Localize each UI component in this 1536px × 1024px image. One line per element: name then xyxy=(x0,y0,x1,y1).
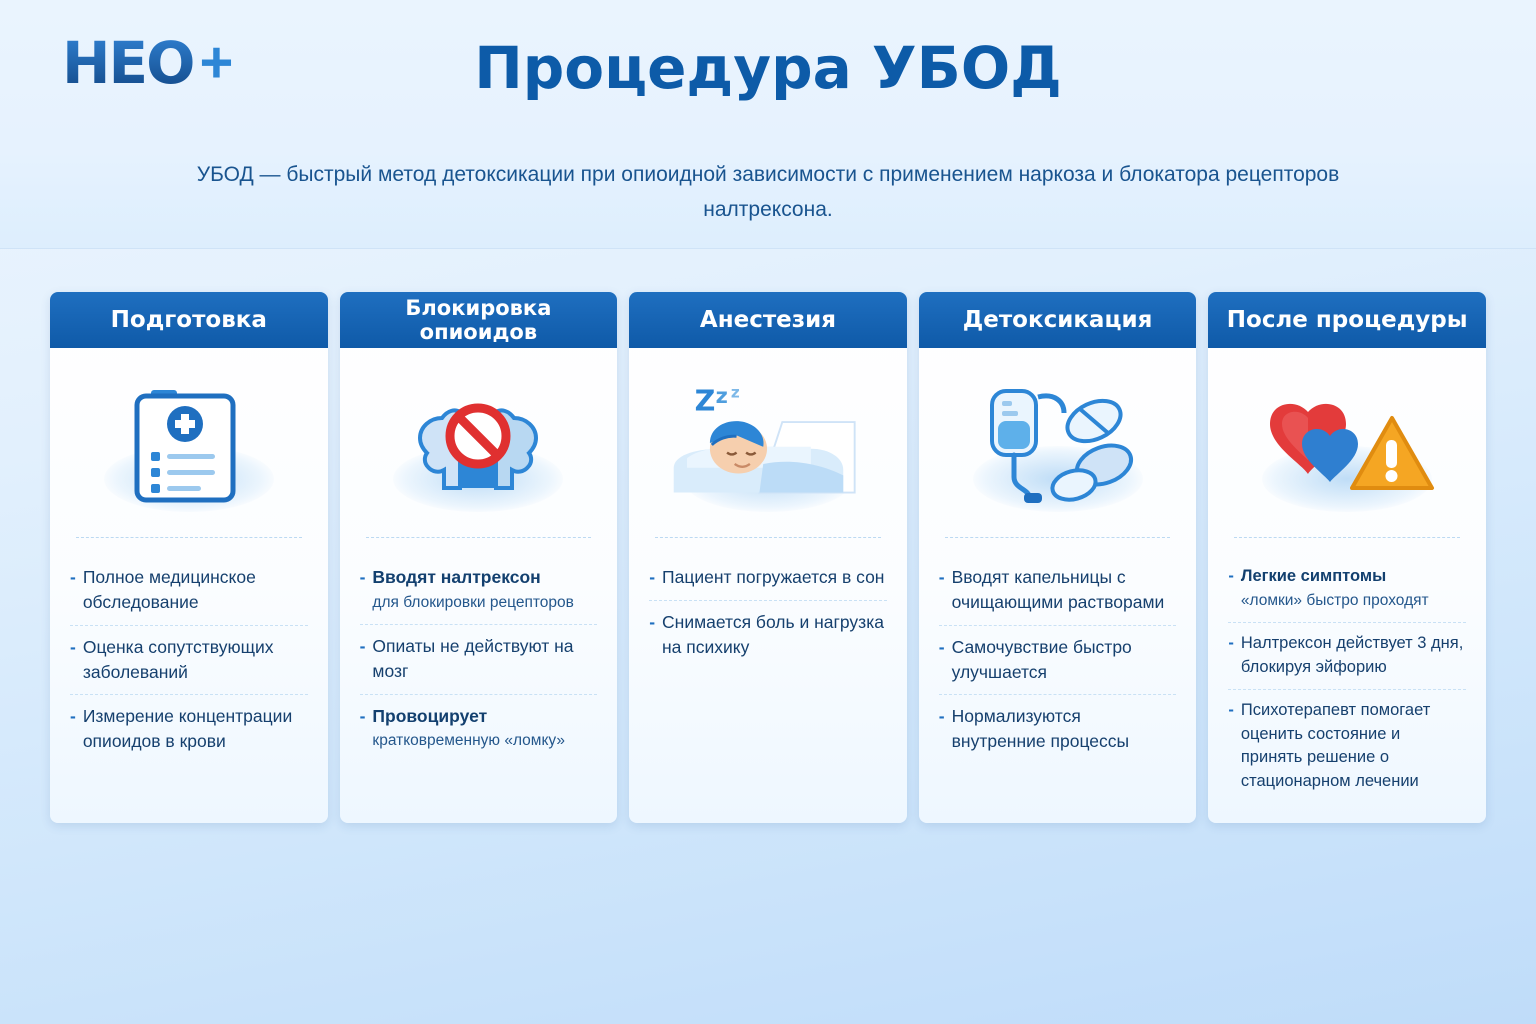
card-icon-area xyxy=(50,348,328,538)
svg-text:z: z xyxy=(730,383,740,402)
list-item xyxy=(70,695,308,764)
bullet-dash-icon: - xyxy=(649,567,656,587)
card-bullets xyxy=(919,538,1197,823)
card-bullets xyxy=(50,538,328,823)
list-item xyxy=(939,626,1177,696)
bullet-text: Пациент погружается в сон xyxy=(662,567,885,587)
list-item xyxy=(1228,623,1466,690)
card-detox xyxy=(919,292,1197,823)
card-title: Блокировка опиоидов xyxy=(340,292,618,348)
bullet-text xyxy=(372,704,565,753)
list-item xyxy=(360,695,598,763)
bullet-dash-icon: - xyxy=(359,705,366,726)
list-item xyxy=(649,556,887,601)
bullet-text xyxy=(372,565,573,614)
bullet-text: Самочувствие быстро улучшается xyxy=(951,636,1132,682)
list-item xyxy=(1228,556,1466,623)
bullet-dash-icon: - xyxy=(359,567,366,587)
brain-blocked-icon xyxy=(398,378,558,508)
bullet-text: Нормализуются внутренние процессы xyxy=(951,706,1130,752)
bullet-text: Психотерапевт помогает оценить состояние и принять решение о стационарном лечении xyxy=(1240,701,1431,790)
card-aftercare xyxy=(1208,292,1486,823)
list-item xyxy=(939,695,1177,764)
card-preparation xyxy=(50,292,328,823)
card-anesthesia xyxy=(629,292,907,823)
bullet-text: Измерение концентрации опиоидов в крови xyxy=(82,706,293,752)
bullet-text: Налтрексон действует 3 дня, блокируя эйфорию xyxy=(1240,634,1464,676)
card-icon-area xyxy=(340,348,618,538)
iv-drip-pills-icon xyxy=(968,373,1148,513)
bullet-dash-icon: - xyxy=(1228,701,1234,720)
bullet-text: Полное медицинское обследование xyxy=(82,567,256,612)
list-item xyxy=(70,556,308,626)
card-title: После процедуры xyxy=(1208,292,1486,348)
list-item xyxy=(939,556,1177,626)
bullet-text xyxy=(1241,565,1429,612)
card-icon-area xyxy=(629,348,907,538)
logo-plus-icon: + xyxy=(199,29,232,95)
bullet-text: Опиаты не действуют на мозг xyxy=(372,635,574,681)
heart-warning-icon xyxy=(1252,378,1442,508)
page-title: Процедура УБОД xyxy=(474,34,1062,102)
list-item xyxy=(1228,690,1466,803)
card-bullets xyxy=(629,538,907,823)
page-subtitle: УБОД — быстрый метод детоксикации при опиоидной зависимости с применением наркоза и блокатора рецепторов налтрексона. xyxy=(196,163,1340,221)
card-title: Анестезия xyxy=(629,292,907,348)
list-item xyxy=(360,556,598,625)
svg-text:z: z xyxy=(715,384,728,408)
cards-row xyxy=(50,292,1486,823)
bullet-text: Оценка сопутствующих заболеваний xyxy=(82,636,274,682)
card-opioid-block xyxy=(340,292,618,823)
bullet-dash-icon: - xyxy=(70,567,76,587)
bullet-sub: «ломки» быстро проходят xyxy=(1240,592,1429,610)
bullet-dash-icon: - xyxy=(938,636,945,657)
bullet-dash-icon: - xyxy=(1228,634,1234,653)
sleeping-patient-icon xyxy=(668,373,868,513)
card-title: Детоксикация xyxy=(919,292,1197,348)
bullet-dash-icon: - xyxy=(938,706,945,727)
card-bullets xyxy=(340,538,618,823)
bullet-dash-icon: - xyxy=(649,611,656,632)
bullet-bold: Провоцирует xyxy=(372,705,488,726)
list-item xyxy=(649,601,887,670)
card-icon-area xyxy=(1208,348,1486,538)
bullet-bold: Легкие симптомы xyxy=(1240,567,1387,585)
bullet-dash-icon: - xyxy=(70,706,76,727)
bullet-text: Вводят капельницы с очищающими растворами xyxy=(951,567,1165,612)
logo-text: HEO xyxy=(62,29,194,97)
bullet-dash-icon: - xyxy=(938,567,945,587)
bullet-dash-icon: - xyxy=(1228,567,1234,585)
clipboard-medical-icon xyxy=(129,378,249,508)
bullet-sub: для блокировки рецепторов xyxy=(372,593,574,611)
bullet-bold: Вводят налтрексон xyxy=(372,567,541,587)
bullet-dash-icon: - xyxy=(359,635,366,656)
header xyxy=(0,0,1536,249)
card-icon-area xyxy=(919,348,1197,538)
list-item xyxy=(70,626,308,696)
bullet-dash-icon: - xyxy=(70,636,76,657)
svg-text:Z: Z xyxy=(694,383,716,418)
card-bullets xyxy=(1208,538,1486,823)
card-title: Подготовка xyxy=(50,292,328,348)
list-item xyxy=(360,625,598,695)
bullet-text: Снимается боль и нагрузка на психику xyxy=(662,611,884,657)
bullet-sub: кратковременную «ломку» xyxy=(372,732,565,750)
